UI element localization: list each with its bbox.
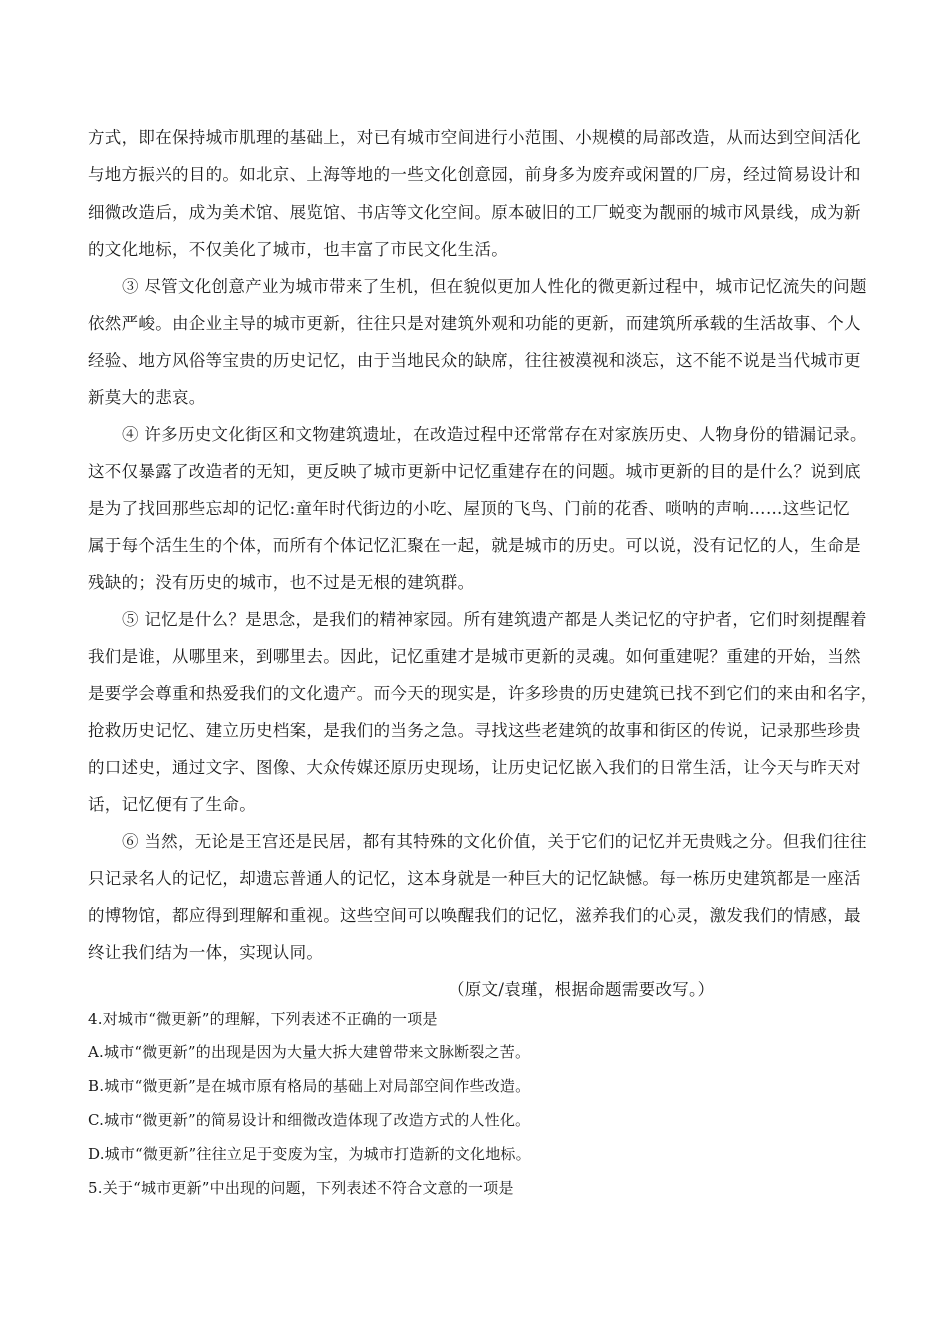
question-4-option-b: B.城市“微更新”是在城市原有格局的基础上对局部空间作些改造。 bbox=[88, 1077, 531, 1095]
p6-line-4: 终让我们结为一体，实现认同。 bbox=[88, 943, 324, 962]
p4-line-2: 这不仅暴露了改造者的无知，更反映了城市更新中记忆重建存在的问题。城市更新的目的是什么？说到底 bbox=[88, 462, 861, 481]
p4-line-5: 残缺的；没有历史的城市，也不过是无根的建筑群。 bbox=[88, 573, 475, 592]
p2-line-1: 方式，即在保持城市肌理的基础上，对已有城市空间进行小范围、小规模的局部改造，从而达到空间活化 bbox=[88, 128, 861, 147]
p6-line-1: ⑥ 当然，无论是王宫还是民居，都有其特殊的文化价值，关于它们的记忆并无贵贱之分。但我们往往 bbox=[122, 832, 867, 851]
p6-line-2: 只记录名人的记忆，却遗忘普通人的记忆，这本身就是一种巨大的记忆缺憾。每一栋历史建筑都是一座活 bbox=[88, 869, 861, 888]
question-4-option-d: D.城市“微更新”往往立足于变废为宝，为城市打造新的文化地标。 bbox=[88, 1145, 531, 1163]
question-4-option-c: C.城市“微更新”的简易设计和细微改造体现了改造方式的人性化。 bbox=[88, 1111, 531, 1129]
p6-line-3: 的博物馆，都应得到理解和重视。这些空间可以唤醒我们的记忆，滋养我们的心灵，激发我们的情感，最 bbox=[88, 906, 861, 925]
p5-line-5: 的口述史，通过文字、图像、大众传媒还原历史现场，让历史记忆嵌入我们的日常生活，让今天与昨天对 bbox=[88, 758, 861, 777]
p5-line-3: 是要学会尊重和热爱我们的文化遗产。而今天的现实是，许多珍贵的历史建筑已找不到它们的来由和名字， bbox=[88, 684, 878, 703]
p5-line-6: 话，记忆便有了生命。 bbox=[88, 795, 256, 814]
p3-line-2: 依然严峻。由企业主导的城市更新，往往只是对建筑外观和功能的更新，而建筑所承载的生活故事、个人 bbox=[88, 314, 861, 333]
question-4-stem: 4.对城市“微更新”的理解，下列表述不正确的一项是 bbox=[88, 1010, 438, 1028]
p2-line-3: 细微改造后，成为美术馆、展览馆、书店等文化空间。原本破旧的工厂蜕变为靓丽的城市风景线，成为新 bbox=[88, 203, 861, 222]
p5-line-1: ⑤ 记忆是什么？是思念，是我们的精神家园。所有建筑遗产都是人类记忆的守护者，它们时刻提醒着 bbox=[122, 610, 867, 629]
p5-line-4: 抢救历史记忆、建立历史档案，是我们的当务之急。寻找这些老建筑的故事和街区的传说，记录那些珍贵 bbox=[88, 721, 861, 740]
p2-line-4: 的文化地标，不仅美化了城市，也丰富了市民文化生活。 bbox=[88, 240, 508, 259]
p5-line-2: 我们是谁，从哪里来，到哪里去。因此，记忆重建才是城市更新的灵魂。如何重建呢？重建的开始，当然 bbox=[88, 647, 861, 666]
p4-line-3: 是为了找回那些忘却的记忆:童年时代街边的小吃、屋顶的飞鸟、门前的花香、唢呐的声响……这些记忆 bbox=[88, 499, 850, 518]
question-4-option-a: A.城市“微更新”的出现是因为大量大拆大建曾带来文脉断裂之苦。 bbox=[88, 1043, 531, 1061]
p3-line-4: 新莫大的悲哀。 bbox=[88, 388, 206, 407]
p4-line-4: 属于每个活生生的个体，而所有个体记忆汇聚在一起，就是城市的历史。可以说，没有记忆的人，生命是 bbox=[88, 536, 861, 555]
p3-line-3: 经验、地方风俗等宝贵的历史记忆，由于当地民众的缺席，往往被漠视和淡忘，这不能不说是当代城市更 bbox=[88, 351, 861, 370]
p3-line-1: ③ 尽管文化创意产业为城市带来了生机，但在貌似更加人性化的微更新过程中，城市记忆流失的问题 bbox=[122, 277, 867, 296]
source-attribution: （原文/袁瑾，根据命题需要改写。） bbox=[448, 980, 715, 999]
question-5-stem: 5.关于“城市更新”中出现的问题，下列表述不符合文意的一项是 bbox=[88, 1179, 514, 1197]
p2-line-2: 与地方振兴的目的。如北京、上海等地的一些文化创意园，前身多为废弃或闲置的厂房，经过简易设计和 bbox=[88, 165, 861, 184]
p4-line-1: ④ 许多历史文化街区和文物建筑遗址，在改造过程中还常常存在对家族历史、人物身份的错漏记录。 bbox=[122, 425, 867, 444]
